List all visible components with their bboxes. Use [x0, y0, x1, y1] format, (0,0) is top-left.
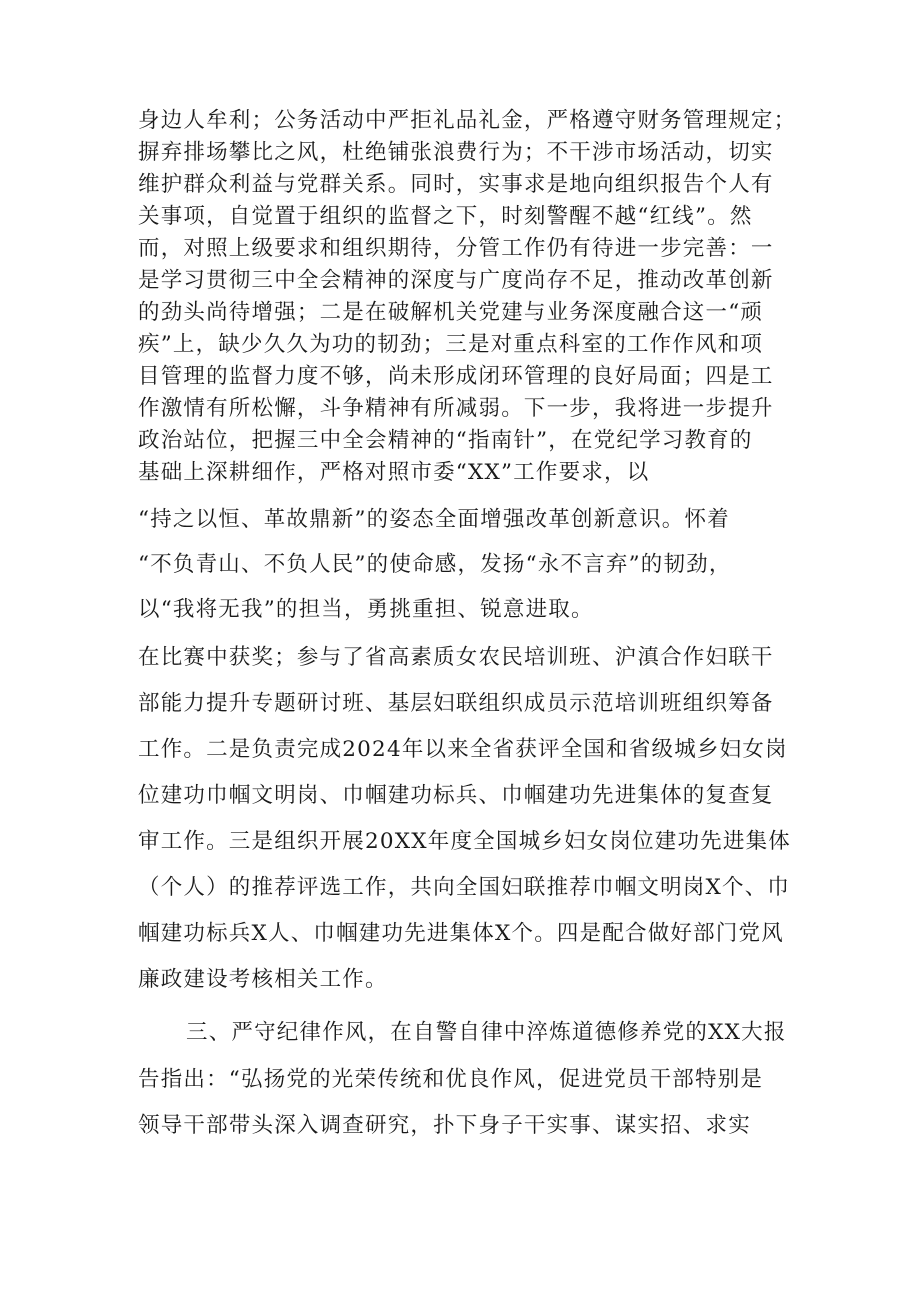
section-heading-line: 三、严守纪律作风，在自警自律中淬炼道德修养党的XX大报	[186, 1020, 787, 1045]
text-line: 以“我将无我”的担当，勇挑重担、锐意进取。	[138, 597, 594, 622]
text-line: “不负青山、不负人民”的使命感，发扬“永不言弃”的韧劲，	[138, 552, 732, 577]
text-line: 告指出：“弘扬党的光荣传统和优良作风，促进党员干部特别是	[138, 1067, 764, 1092]
text-line: 身边人牟利；公务活动中严拒礼品礼金，严格遵守财务管理规定；	[138, 108, 797, 133]
text-line: 摒弃排场攀比之风，杜绝铺张浪费行为；不干涉市场活动，切实	[138, 140, 774, 165]
text-line: 位建功巾帼文明岗、巾帼建功标兵、巾帼建功先进集体的复查复	[138, 783, 774, 808]
text-line: 维护群众利益与党群关系。同时，实事求是地向组织报告个人有	[138, 172, 774, 197]
text-line: 关事项，自觉置于组织的监督之下，时刻警醒不越“红线”。然	[138, 204, 753, 229]
text-line: 而，对照上级要求和组织期待，分管工作仍有待进一步完善：一	[138, 236, 774, 261]
text-line: （个人）的推荐评选工作，共向全国妇联推荐巾帼文明岗X个、巾	[138, 875, 791, 900]
text-line: 部能力提升专题研讨班、基层妇联组织成员示范培训班组织筹备	[138, 691, 774, 716]
text-line: 在比赛中获奖；参与了省高素质女农民培训班、沪滇合作妇联干	[138, 645, 774, 670]
text-line: “持之以恒、革故鼎新”的姿态全面增强改革创新意识。怀着	[138, 507, 730, 532]
text-line: 是学习贯彻三中全会精神的深度与广度尚存不足，推动改革创新	[138, 268, 774, 293]
text-line: 帼建功标兵X人、巾帼建功先进集体X个。四是配合做好部门党风	[138, 921, 784, 946]
text-line: 廉政建设考核相关工作。	[138, 967, 388, 992]
text-line: 目管理的监督力度不够，尚未形成闭环管理的良好局面；四是工	[138, 364, 774, 389]
text-line: 审工作。三是组织开展20XX年度全国城乡妇女岗位建功先进集体	[138, 829, 791, 854]
text-line: 的劲头尚待增强；二是在破解机关党建与业务深度融合这一“顽	[138, 300, 764, 325]
text-line: 疾”上，缺少久久为功的韧劲；三是对重点科室的工作作风和项	[138, 332, 764, 357]
text-line: 工作。二是负责完成2024年以来全省获评全国和省级城乡妇女岗	[138, 737, 788, 762]
text-line: 作激情有所松懈，斗争精神有所减弱。下一步，我将进一步提升	[138, 396, 774, 421]
text-line: 基础上深耕细作，严格对照市委“XX”工作要求，以	[138, 460, 650, 485]
text-line: 政治站位，把握三中全会精神的“指南针”，在党纪学习教育的	[138, 428, 753, 453]
text-line: 领导干部带头深入调查研究，扑下身子干实事、谋实招、求实	[138, 1113, 751, 1138]
